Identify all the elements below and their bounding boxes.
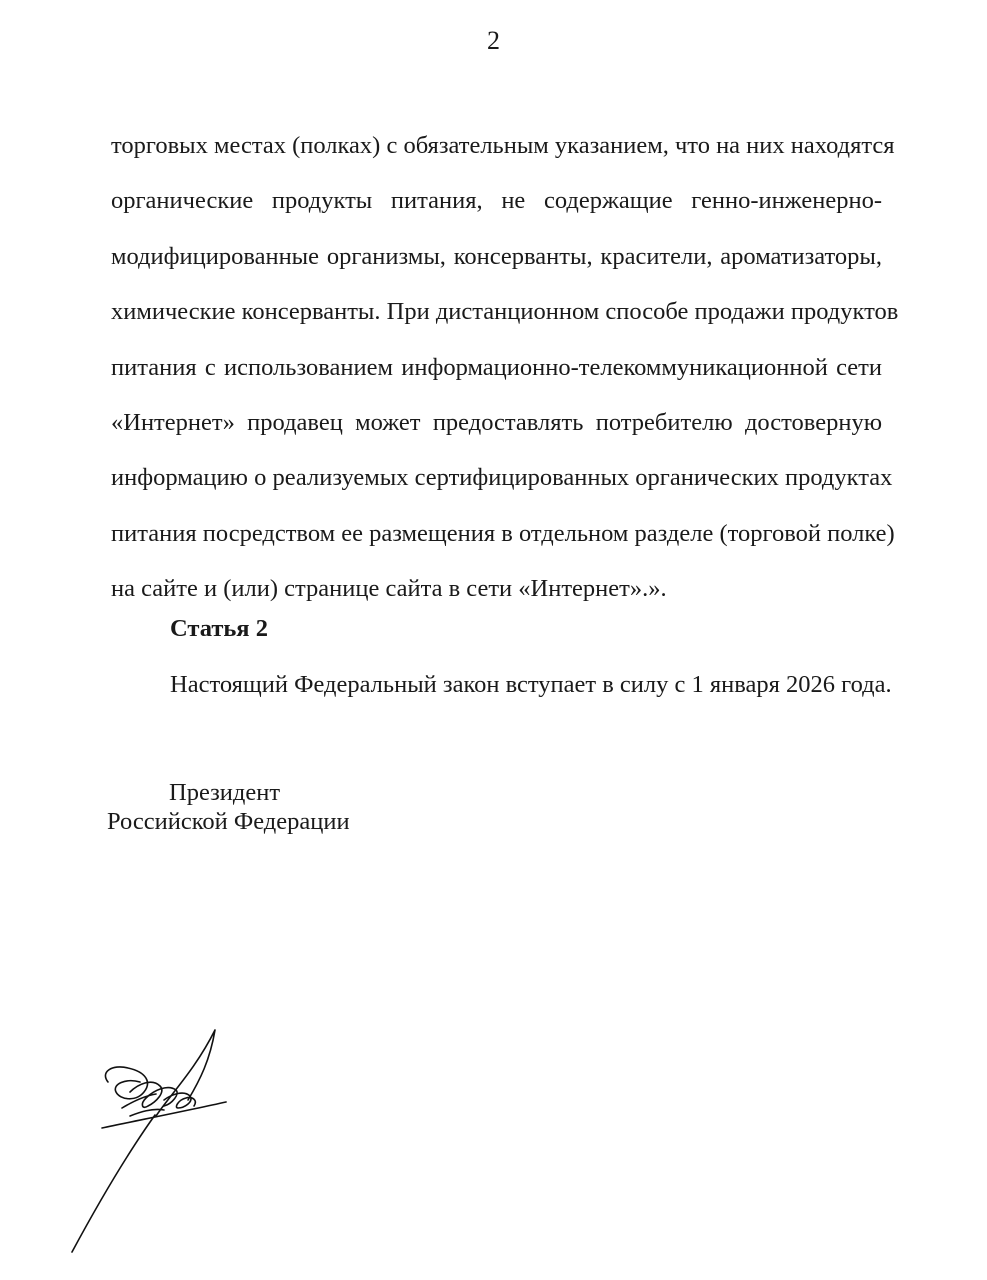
body-line: модифицированные организмы, консерванты, красители, ароматизаторы, — [111, 242, 882, 270]
body-line: «Интернет» продавец может предоставлять потребителю достоверную — [111, 409, 882, 437]
body-paragraph — [111, 118, 899, 617]
body-line: химические консерванты. При дистанционном способе продажи продуктов — [111, 298, 899, 326]
signatory-title-line: Президент — [169, 779, 281, 806]
article-heading: Статья 2 — [170, 615, 268, 642]
signatory-title-line: Российской Федерации — [107, 808, 350, 835]
signatory-title — [107, 778, 350, 836]
article-text: Настоящий Федеральный закон вступает в силу с 1 января 2026 года. — [170, 671, 892, 698]
body-line: на сайте и (или) странице сайта в сети «Интернет».». — [111, 575, 667, 603]
page-number: 2 — [487, 26, 500, 55]
body-line: информацию о реализуемых сертифицированных органических продуктах — [111, 464, 893, 492]
body-line: органические продукты питания, не содержащие генно-инженерно- — [111, 187, 882, 215]
body-line: питания посредством ее размещения в отдельном разделе (торговой полке) — [111, 519, 895, 547]
body-line: торговых местах (полках) с обязательным указанием, что на них находятся — [111, 132, 895, 159]
handwritten-signature-icon — [60, 1020, 250, 1270]
body-line: питания с использованием информационно-телекоммуникационной сети — [111, 353, 882, 381]
